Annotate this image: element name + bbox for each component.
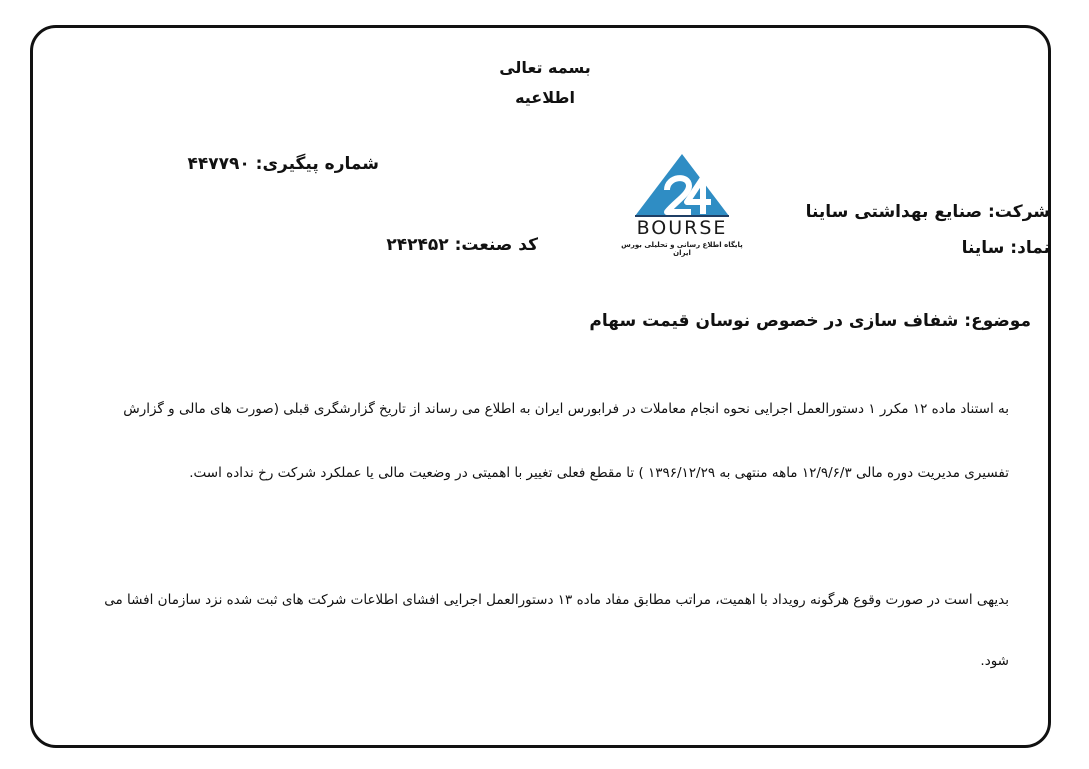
bourse-logo [617, 150, 747, 260]
tracking-number: شماره پیگیری: ۴۴۷۷۹۰ [187, 154, 379, 174]
paragraph-1-line-2: تفسیری مدیریت دوره مالی ۱۲/۹/۶/۳ ماهه منتهی به ۱۳۹۶/۱۲/۲۹ ) تا مقطع فعلی تغییر با اهمیتی در وضعیت مالی یا عملکرد شرکت رخ نداده است. [189, 465, 1009, 481]
document-frame [30, 25, 1051, 748]
industry-code: کد صنعت: ۲۴۲۴۵۲ [386, 235, 538, 255]
notice-heading: اطلاعیه [515, 88, 575, 107]
paragraph-2-line-1: بدیهی است در صورت وقوع هرگونه رویداد با اهمیت، مراتب مطابق مفاد ماده ۱۳ دستورالعمل اجرایی افشای اطلاعات شرکت های ثبت شده نزد سازمان افشا می [104, 592, 1009, 608]
paragraph-2-line-2: شود. [980, 653, 1009, 669]
bourse-24-logo-icon [617, 150, 747, 220]
bourse-tagline: پایگاه اطلاع رسانی و تحلیلی بورس ایران [621, 241, 743, 257]
paragraph-1-line-1: به استناد ماده ۱۲ مکرر ۱ دستورالعمل اجرایی نحوه انجام معاملات در فرابورس ایران به اطلاع می رساند از تاریخ گزارشگری قبلی (صورت های مالی و گزارش [123, 401, 1009, 417]
bismillah-heading: بسمه تعالی [499, 58, 591, 77]
bourse-wordmark: BOURSE [636, 217, 728, 239]
company-name: شرکت: صنایع بهداشتی ساینا [805, 202, 1050, 222]
company-symbol: نماد: ساینا [961, 238, 1050, 258]
subject-line: موضوع: شفاف سازی در خصوص نوسان قیمت سهام [589, 311, 1031, 331]
